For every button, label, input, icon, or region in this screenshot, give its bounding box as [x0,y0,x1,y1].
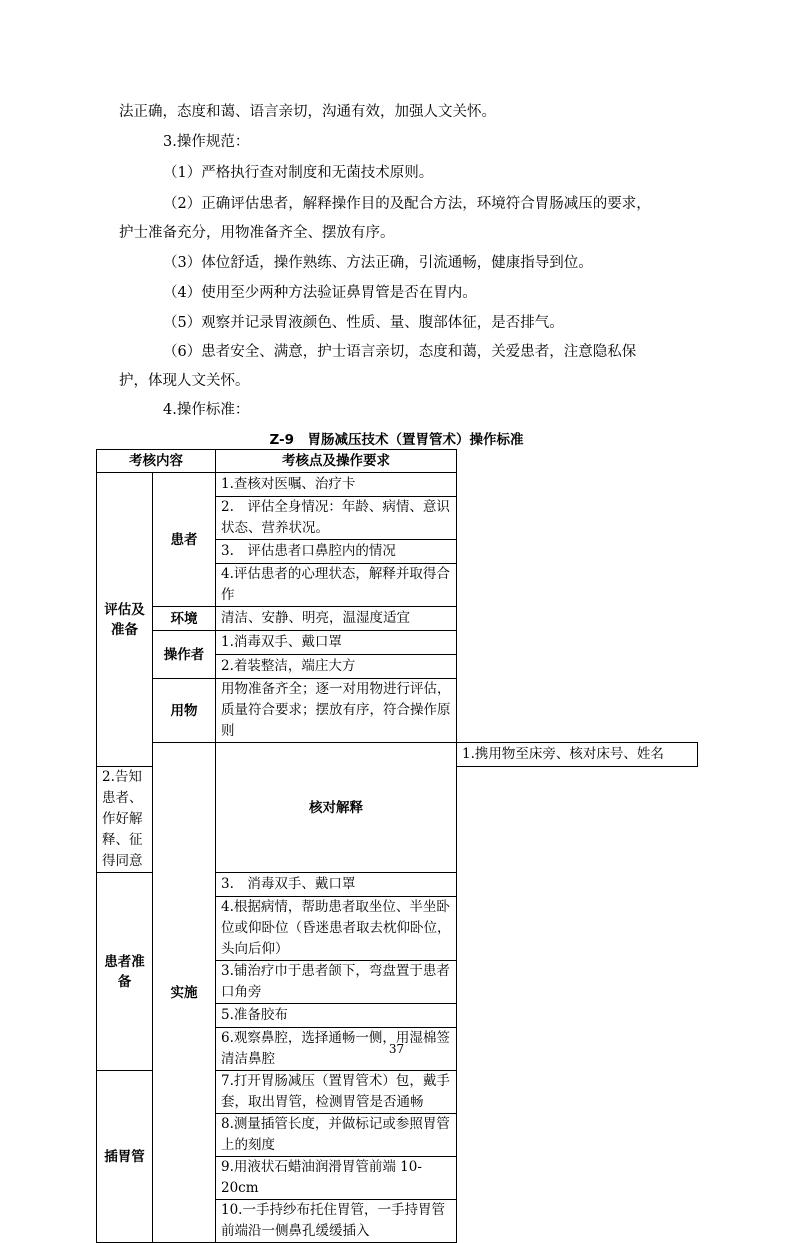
requirement-cell: 1.消毒双手、戴口罩 [216,631,457,655]
section-heading: 4.操作标准： [163,402,250,418]
category-verify: 核对解释 [216,743,457,873]
page-number: 37 [388,1042,405,1056]
table-title: Z-9 胃肠减压技术（置胃管术）操作标准 [269,432,524,448]
requirement-cell: 清洁、安静、明亮，温湿度适宜 [216,607,457,631]
body-paragraph: （6）患者安全、满意，护士语言亲切，态度和蔼，关爱患者，注意隐私保 [163,344,637,360]
body-paragraph: 法正确，态度和蔼、语言亲切，沟通有效，加强人文关怀。 [119,104,496,120]
category-insert-tube: 插胃管 [97,1071,153,1243]
body-paragraph: （1）严格执行查对制度和无菌技术原则。 [163,165,434,181]
category-supplies: 用物 [153,679,216,743]
requirement-cell: 2.着装整洁，端庄大方 [216,655,457,679]
requirement-cell: 10.一手持纱布托住胃管，一手持胃管前端沿一侧鼻孔缓缓插入 [216,1200,457,1243]
requirement-cell: 用物准备齐全；逐一对用物进行评估，质量符合要求；摆放有序，符合操作原则 [216,679,457,743]
requirement-cell: 1.携用物至床旁、核对床号、姓名 [457,743,698,767]
table-row [97,679,698,743]
requirement-cell: 4.评估患者的心理状态，解释并取得合作 [216,564,457,607]
body-paragraph: 护，体现人文关怀。 [119,373,250,389]
requirement-cell: 2.告知患者、作好解释、征得同意 [97,767,153,873]
requirement-cell: 1.查核对医嘱、治疗卡 [216,473,457,497]
operation-standard-table [96,449,698,1243]
header-requirements: 考核点及操作要求 [216,450,457,473]
requirement-cell: 5.准备胶布 [216,1004,457,1028]
body-paragraph: （3）体位舒适，操作熟练、方法正确，引流通畅，健康指导到位。 [163,255,593,271]
section-heading: 3.操作规范： [163,134,250,150]
table-header-row [97,450,698,473]
requirement-cell: 4.根据病情，帮助患者取坐位、半坐卧位或仰卧位（昏迷患者取去枕仰卧位，头向后仰） [216,897,457,961]
table-row [97,631,698,655]
requirement-cell: 2. 评估全身情况：年龄、病情、意识状态、营养状况。 [216,497,457,540]
category-patient: 患者 [153,473,216,607]
body-paragraph: （2）正确评估患者，解释操作目的及配合方法，环境符合胃肠减压的要求， [163,196,651,212]
body-paragraph: （5）观察并记录胃液颜色、性质、量、腹部体征，是否排气。 [163,315,564,331]
section-label-impl: 实施 [153,743,216,1243]
category-patient-prep: 患者准备 [97,873,153,1071]
requirement-cell: 3. 评估患者口鼻腔内的情况 [216,540,457,564]
table-row [97,743,698,767]
category-environment: 环境 [153,607,216,631]
body-paragraph: 护士准备充分，用物准备齐全、摆放有序。 [119,225,395,241]
body-paragraph: （4）使用至少两种方法验证鼻胃管是否在胃内。 [163,285,477,301]
requirement-cell: 9.用液状石蜡油润滑胃管前端 10-20cm [216,1157,457,1200]
requirement-cell: 3. 消毒双手、戴口罩 [216,873,457,897]
requirement-cell: 3.铺治疗巾于患者颌下，弯盘置于患者口角旁 [216,961,457,1004]
section-label-prep: 评估及准备 [97,473,153,767]
requirement-cell: 8.测量插管长度，并做标记或参照胃管上的刻度 [216,1114,457,1157]
table-row [97,473,698,497]
table-row [97,607,698,631]
requirement-cell: 7.打开胃肠减压（置胃管术）包，戴手套，取出胃管，检测胃管是否通畅 [216,1071,457,1114]
requirement-cell: 6.观察鼻腔，选择通畅一侧，用湿棉签清洁鼻腔 [216,1028,457,1071]
category-operator: 操作者 [153,631,216,679]
header-assessment-content: 考核内容 [97,450,216,473]
